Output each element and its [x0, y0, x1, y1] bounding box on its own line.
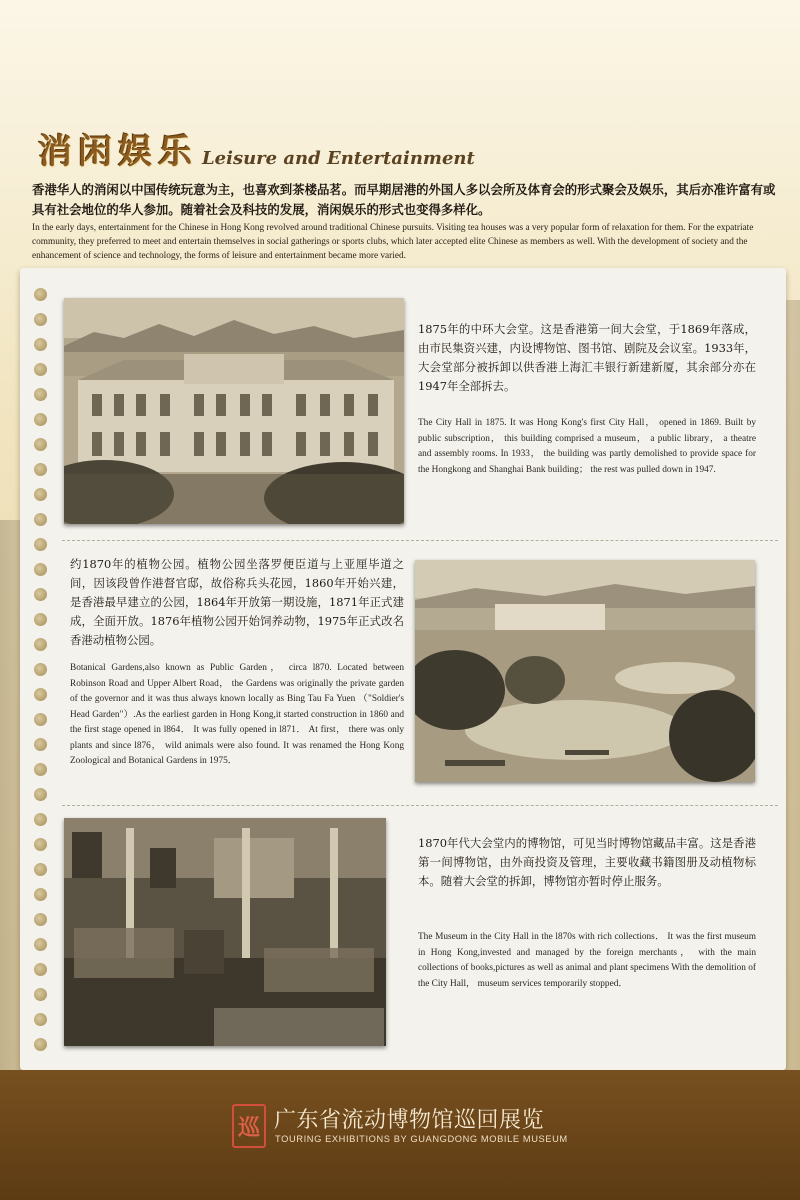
binder-hole: [34, 438, 47, 451]
footer: [0, 1070, 800, 1200]
binder-hole: [34, 288, 47, 301]
binder-hole: [34, 588, 47, 601]
binder-hole: [34, 488, 47, 501]
caption-museum-en: The Museum in the City Hall in the l870s with rich collections． It was the first museum in Hong Kong,invested and managed by the foreign merchants， with the main collections of books,pictures as well as animal and plant specimens With the demolition of the City Hall， museum services temporarily stopped．: [418, 932, 756, 989]
binder-hole: [34, 688, 47, 701]
section-divider: [62, 805, 778, 806]
binder-hole: [34, 313, 47, 326]
binder-hole: [34, 913, 47, 926]
museum-seal-char: 巡: [237, 1114, 260, 1141]
intro-text-cn: 香港华人的消闲以中国传统玩意为主，也喜欢到茶楼品茗。而早期居港的外国人多以会所及体育会的形式聚会及娱乐，其后亦准许富有或具有社会地位的华人参加。随着社会及科技的发展，消闲娱乐的形式也变得多样化。: [32, 182, 776, 217]
intro-text-en: In the early days, entertainment for the Chinese in Hong Kong revolved around traditional Chinese pursuits. Visiting tea houses was a very popular form of relaxation for them. For the expatriate community, they preferred to meet and entertain themselves in social gatherings or sports clubs, which later accepted elite Chinese as members as well. With the development of society and the enhancement of science and technology, the forms of leisure and entertainment became more varied.: [32, 223, 754, 261]
binder-hole: [34, 838, 47, 851]
binder-hole: [34, 938, 47, 951]
binder-hole: [34, 813, 47, 826]
binder-hole: [34, 863, 47, 876]
content-sheet: [20, 268, 786, 1070]
binder-hole: [34, 613, 47, 626]
binder-hole: [34, 1013, 47, 1026]
heading-title-en: Leisure and Entertainment: [202, 148, 475, 169]
binder-hole: [34, 663, 47, 676]
photo-city-hall-1875: [64, 298, 404, 524]
caption-city-hall-en: The City Hall in 1875. It was Hong Kong's first City Hall， opened in 1869. Built by public subscription， this building comprised a museum， a public library， a theatre and assembly rooms. In 1933， the building was partly demolished to provide space for the Hongkong and Shanghai Bank building； the rest was pulled down in 1947.: [418, 418, 756, 475]
footer-org-name-cn: 广东省流动博物馆巡回展览: [274, 1108, 545, 1133]
binder-hole: [34, 713, 47, 726]
binder-hole: [34, 563, 47, 576]
binder-hole: [34, 538, 47, 551]
binder-hole: [34, 638, 47, 651]
caption-botanical-gardens-en: Botanical Gardens,also known as Public Garden， circa l870. Located between Robinson Road and Upper Albert Road， the Gardens was originally the private garden of the governor and it was thus always known locally as Bing Tau Fa Yuen （"Soldier's Head Garden"）.As the earliest garden in Hong Kong,it started construction in 1860 and the first stage opened in l864． It was fully opened in l871． At first， there was only plants and since l876， wild animals were also found. It was renamed the Hong Kong Zoological and Botanical Gardens in 1975．: [70, 663, 404, 766]
section-heading: [38, 133, 475, 173]
museum-seal-logo: [232, 1104, 266, 1148]
binder-hole: [34, 363, 47, 376]
binder-hole: [34, 1038, 47, 1051]
footer-org-name-en: TOURING EXHIBITIONS BY GUANGDONG MOBILE MUSEUM: [275, 1134, 568, 1144]
binder-hole: [34, 888, 47, 901]
caption-museum-cn: 1870年代大会堂内的博物馆，可见当时博物馆藏品丰富。这是香港第一间博物馆，由外商投资及管理，主要收藏书籍图册及动植物标本。随着大会堂的拆卸，博物馆亦暂时停止服务。: [418, 836, 756, 888]
binder-hole: [34, 738, 47, 751]
heading-title-cn: 消闲娱乐: [38, 132, 198, 172]
binder-hole: [34, 763, 47, 776]
section-divider: [62, 540, 778, 541]
binder-hole: [34, 413, 47, 426]
binder-hole: [34, 463, 47, 476]
binder-hole: [34, 338, 47, 351]
binder-hole: [34, 513, 47, 526]
caption-botanical-gardens-cn: 约1870年的植物公园。植物公园坐落罗便臣道与上亚厘毕道之间，因该段曾作港督官邸，故俗称兵头花园，1860年开始兴建，是香港最早建立的公园，1864年开放第一期设施，1871年正式建成，全面开放。1876年植物公园开始饲养动物，1975年正式改名香港动植物公园。: [70, 557, 404, 647]
binder-hole: [34, 388, 47, 401]
binder-hole: [34, 988, 47, 1001]
photo-botanical-gardens: [415, 560, 755, 782]
binder-hole: [34, 788, 47, 801]
photo-city-hall-museum: [64, 818, 386, 1046]
binder-hole: [34, 963, 47, 976]
caption-city-hall-cn: 1875年的中环大会堂。这是香港第一间大会堂，于1869年落成，由市民集资兴建，内设博物馆、图书馆、剧院及会议室。1933年，大会堂部分被拆卸以供香港上海汇丰银行新建新厦，其余部分亦在1947年全部拆去。: [418, 322, 756, 393]
